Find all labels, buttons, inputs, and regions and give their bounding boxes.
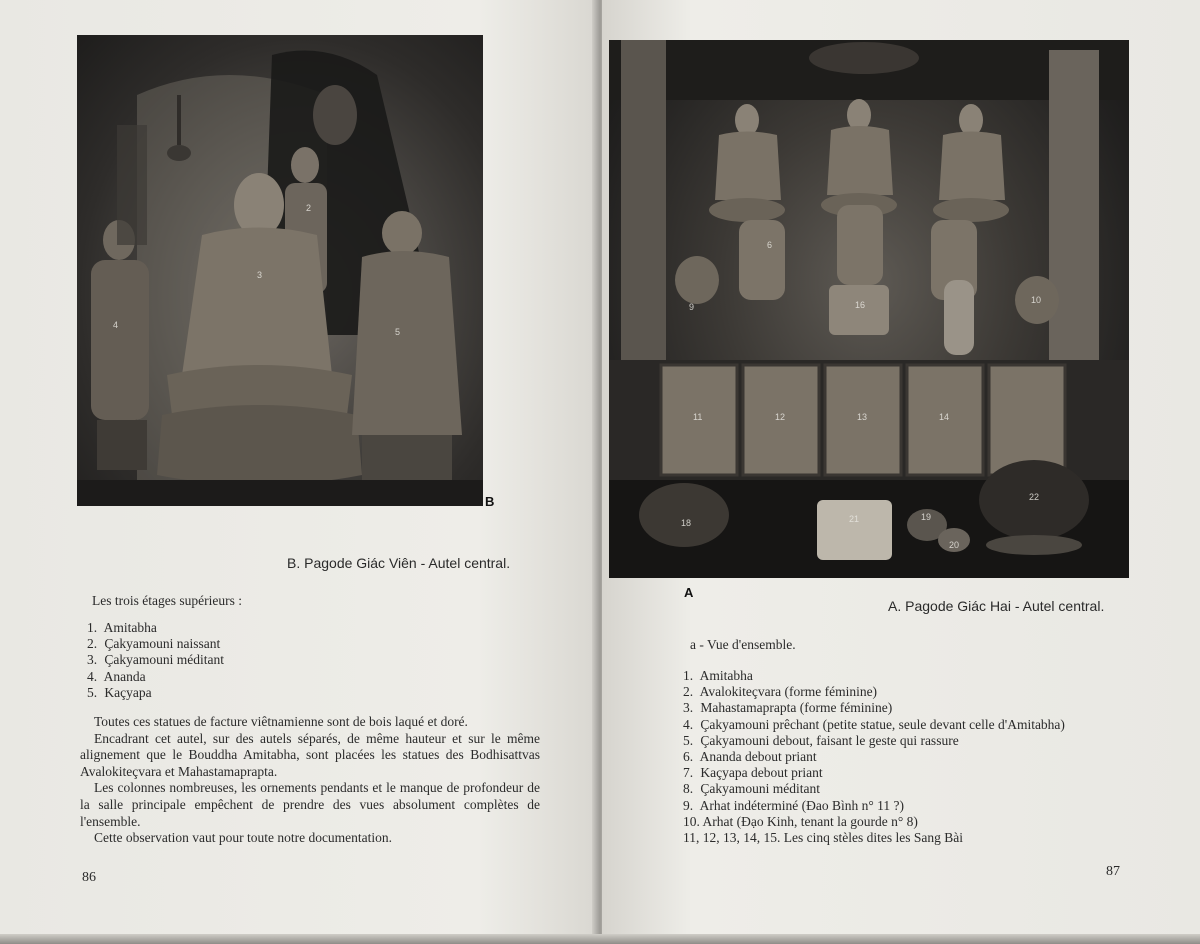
- list-item: 6. Ananda debout priant: [683, 749, 817, 765]
- list-item: 10. Arhat (Đạo Kinh, tenant la gourde n° 8): [683, 813, 918, 829]
- page-bottom-edge: [0, 934, 1200, 944]
- photo-b-letter: B: [485, 494, 495, 509]
- photo-number: 19: [921, 512, 932, 522]
- paragraph: Cette observation vaut pour toute notre documentation.: [94, 830, 393, 846]
- paragraph: Les colonnes nombreuses, les ornements pendants et le manque de profondeur de la salle principale empêchent de prendre des vues absolument complètes de l'ensemble.: [80, 780, 540, 829]
- photo-number: 20: [949, 540, 960, 550]
- photo-number: 18: [681, 518, 692, 528]
- photo-number: 5: [395, 327, 401, 337]
- photo-number: 6: [767, 240, 773, 250]
- list-item: 5. Kaçyapa: [87, 684, 152, 700]
- list-item: 4. Çakyamouni prêchant (petite statue, seule devant celle d'Amitabha): [683, 716, 1065, 732]
- list-intro: Les trois étages supérieurs :: [92, 593, 242, 608]
- list-item: 7. Kaçyapa debout priant: [683, 765, 823, 781]
- photo-a-letter: A: [684, 585, 694, 600]
- photo-number: 13: [857, 412, 868, 422]
- photo-number: 21: [849, 514, 860, 524]
- photo-number: 10: [1031, 295, 1042, 305]
- list-item: 1. Amitabha: [683, 668, 753, 683]
- list-item: 8. Çakyamouni méditant: [683, 781, 820, 797]
- right-list: [683, 668, 1065, 846]
- list-item: 2. Çakyamouni naissant: [87, 636, 221, 652]
- list-item: 5. Çakyamouni debout, faisant le geste qui rassure: [683, 732, 959, 748]
- photo-number: 2: [306, 203, 312, 213]
- photo-number: 16: [855, 300, 866, 310]
- list-item: 3. Mahastamaprapta (forme féminine): [683, 700, 893, 716]
- list-item: 9. Arhat indéterminé (Đao Bình n° 11 ?): [683, 797, 904, 813]
- photo-number: 11: [693, 412, 703, 422]
- altar-illustration: [609, 40, 1129, 578]
- photo-number: 4: [113, 320, 119, 330]
- photo-number: 3: [257, 270, 263, 280]
- photo-a-altar: [609, 40, 1129, 578]
- photo-number: 12: [775, 412, 786, 422]
- photo-a-caption: A. Pagode Giác Hai - Autel central.: [888, 598, 1105, 614]
- list-item: 11, 12, 13, 14, 15. Les cinq stèles dites les Sang Bài: [683, 830, 963, 846]
- left-page: [0, 0, 598, 944]
- left-body-text: [80, 714, 540, 847]
- photo-number: 9: [689, 302, 695, 312]
- paragraph: Encadrant cet autel, sur des autels séparés, de même hauteur et sur le même alignement que le Bouddha Amitabha, sont placées les statues des Bodhisattvas Avalokiteçvara et Mahastamaprapta.: [80, 730, 540, 779]
- photo-b-statues: [77, 35, 483, 506]
- photo-number: 14: [939, 412, 950, 422]
- list-item: 1. Amitabha: [87, 620, 157, 635]
- section-subtitle: a - Vue d'ensemble.: [690, 637, 796, 652]
- photo-number: 22: [1029, 492, 1040, 502]
- page-number: 87: [1106, 864, 1120, 879]
- page-number: 86: [82, 870, 96, 885]
- list-item: 4. Ananda: [87, 668, 146, 684]
- photo-b-caption: B. Pagode Giác Viên - Autel central.: [287, 555, 511, 571]
- list-item: 3. Çakyamouni méditant: [87, 652, 224, 668]
- left-list: [87, 620, 224, 701]
- statues-illustration: [77, 35, 483, 506]
- paragraph: Toutes ces statues de facture viêtnamienne sont de bois laqué et doré.: [94, 714, 468, 729]
- list-item: 2. Avalokiteçvara (forme féminine): [683, 684, 878, 700]
